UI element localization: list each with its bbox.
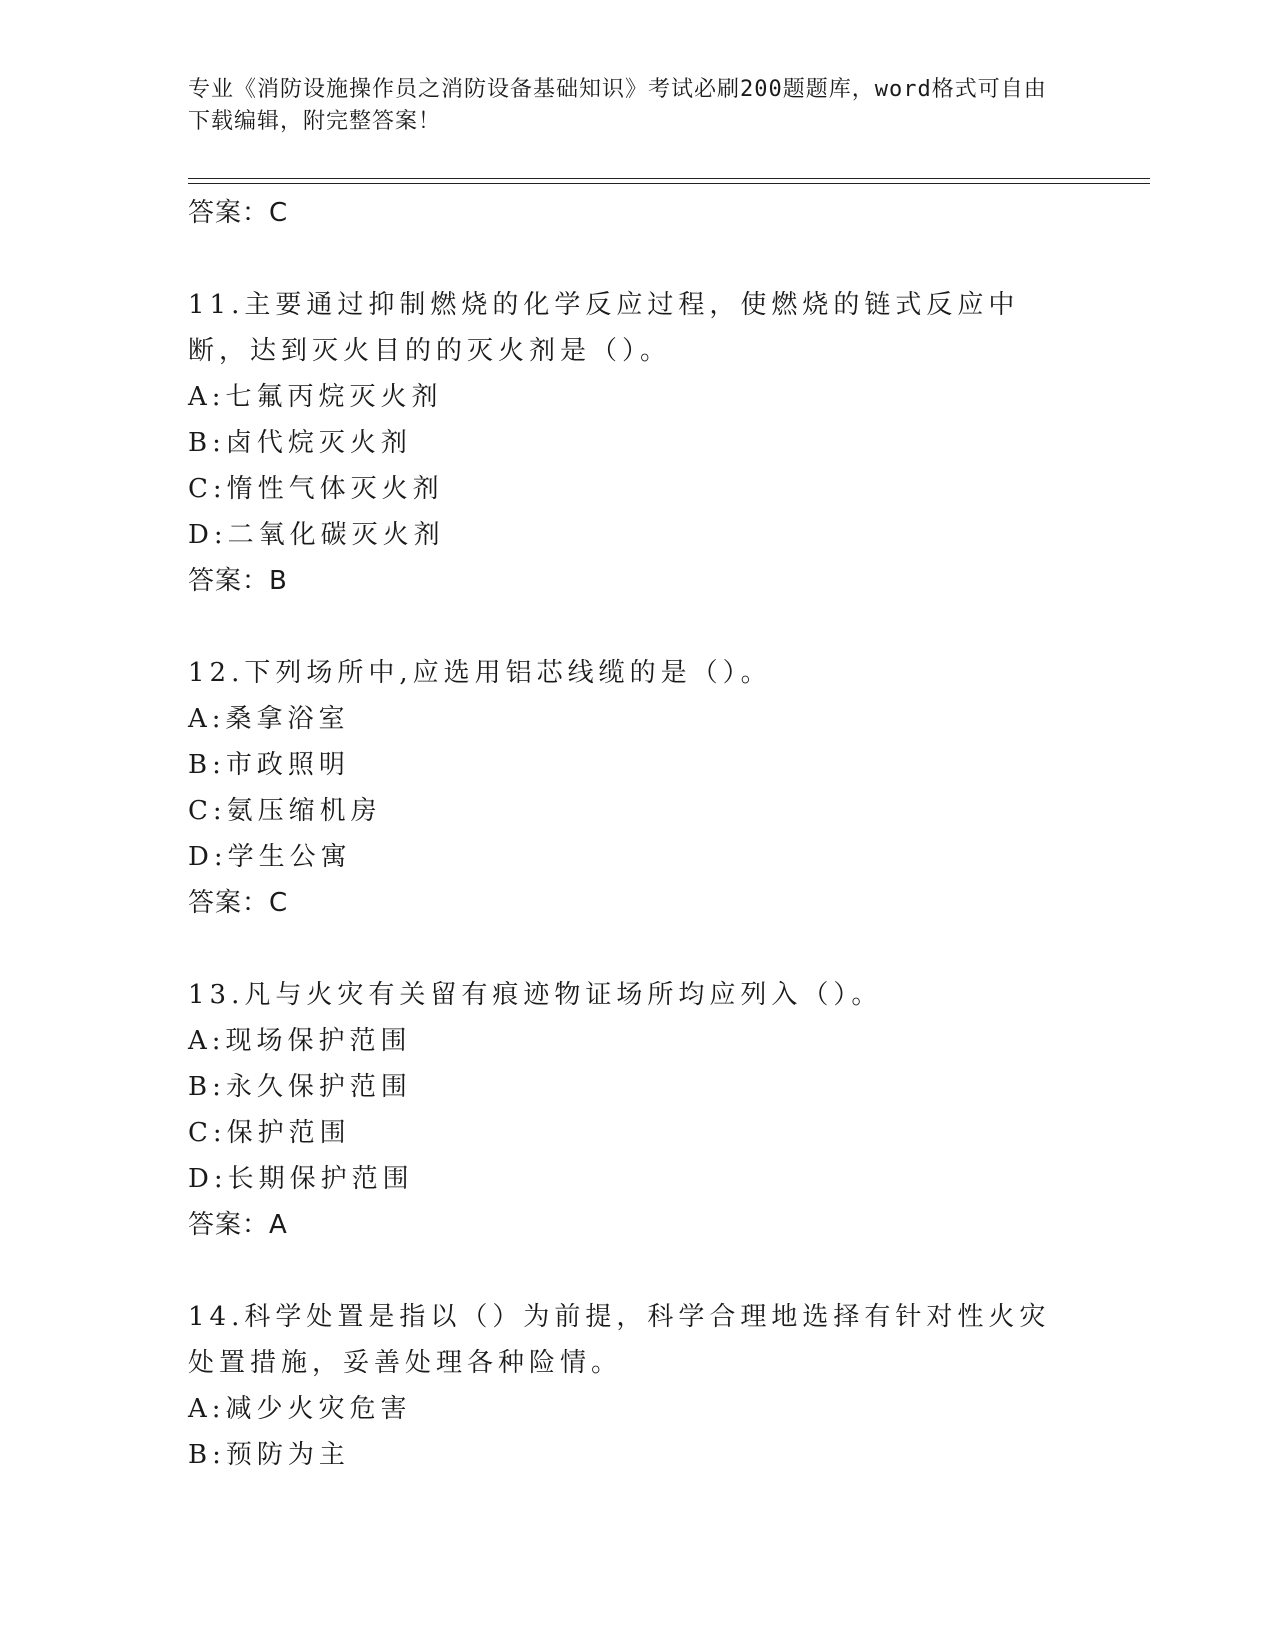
option-a: A:现场保护范围 [188,1026,412,1056]
option-c: C:氨压缩机房 [188,796,382,826]
question-text: 12.下列场所中,应选用铝芯线缆的是（）。 [188,658,772,688]
option-d: D:学生公寓 [188,842,352,872]
answer-line: 答案：B [188,566,288,596]
option-c: C:惰性气体灭火剂 [188,474,444,504]
question-text: 14.科学处置是指以（）为前提，科学合理地选择有针对性火灾处置措施，妥善处理各种险情。 [188,1302,1051,1378]
option-c: C:保护范围 [188,1118,351,1148]
question-block [188,282,1068,604]
header-rule-top [188,178,1150,179]
option-a: A:七氟丙烷灭火剂 [188,382,443,412]
option-b: B:永久保护范围 [188,1072,412,1102]
answer-line: 答案：C [188,888,289,918]
page-header: 专业《消防设施操作员之消防设备基础知识》考试必刷200题题库，word格式可自由下载编辑，附完整答案！ [188,77,1047,134]
option-d: D:二氧化碳灭火剂 [188,520,445,550]
question-list [188,190,1068,1478]
option-a: A:桑拿浴室 [188,704,350,734]
question-text: 13.凡与火灾有关留有痕迹物证场所均应列入（）。 [188,980,883,1010]
option-b: B:卤代烷灭火剂 [188,428,412,458]
question-block [188,972,1068,1248]
question-block [188,1294,1068,1478]
answer-line: 答案：C [188,198,289,228]
option-d: D:长期保护范围 [188,1164,414,1194]
question-text: 11.主要通过抑制燃烧的化学反应过程，使燃烧的链式反应中断，达到灭火目的的灭火剂是（）。 [188,290,1020,366]
header-rule-bottom [188,183,1150,184]
answer-line: 答案：A [188,1210,288,1240]
option-b: B:预防为主 [188,1440,350,1470]
question-block [188,650,1068,926]
option-a: A:减少火灾危害 [188,1394,412,1424]
option-b: B:市政照明 [188,750,350,780]
